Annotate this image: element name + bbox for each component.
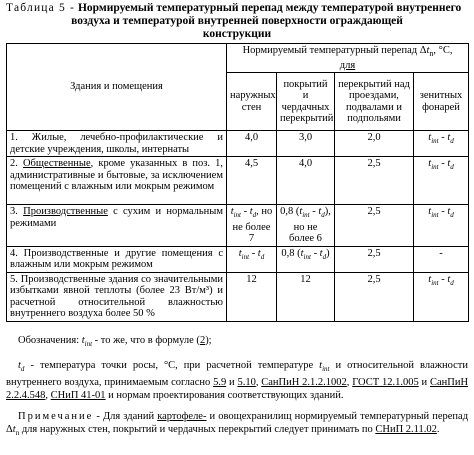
table-row xyxy=(7,157,469,205)
ref-link[interactable]: ГОСТ 12.1.005 xyxy=(352,377,419,389)
cell-walls: $t_{int} - t_d$ xyxy=(227,246,277,272)
caption-line2: воздуха и температурой внутренней поверхности ограждающей xyxy=(71,15,403,27)
notes-block xyxy=(6,334,468,440)
cell-skylights: $t_{int} - t_d$ xyxy=(414,157,469,205)
caption-line3: конструкции xyxy=(202,28,272,40)
cell-floors: 2,0 xyxy=(335,131,414,157)
formula-link[interactable]: 2 xyxy=(199,335,206,346)
cell-skylights: - xyxy=(414,246,469,272)
header-buildings: Здания и помещения xyxy=(7,44,227,131)
subheader-roofs: покрытий и чердачных перекрытий xyxy=(277,73,335,131)
td-note: $t_d$ - температура точки росы, °С, при расчетной температуре $t_{int}$ и относительной влажности внутреннего воздуха, принимаемым согласно 5.9 и 5.10, СанПиН 2.1.2.1002, ГОСТ 12.1.005 и СанПиН 2.2.4.548, СНиП 41-01 и нормам проектирования соответствующих зданий. xyxy=(6,360,469,402)
ref-link[interactable]: СНиП 41-01 xyxy=(50,390,106,402)
cell-roofs: 3,0 xyxy=(277,131,335,157)
row-desc: 3. Производственные с сухим и нормальным режимами xyxy=(7,205,227,247)
table-row xyxy=(7,131,469,157)
ref-link[interactable]: СНиП 2.11.02 xyxy=(375,424,437,436)
row-desc: 5. Производственные здания со значительными избытками явной теплоты (более 23 Вт/м³) и расчетной относительной влажностью внутреннего воздуха более 50 % xyxy=(7,272,227,321)
cell-skylights: $t_{int} - t_d$ xyxy=(414,131,469,157)
caption-label: Таблица 5 - xyxy=(6,2,76,14)
cell-floors: 2,5 xyxy=(335,246,414,272)
cell-roofs: 4,0 xyxy=(277,157,335,205)
ref-link[interactable]: СанПиН 2.2.4.548 xyxy=(6,377,469,402)
cell-roofs: 12 xyxy=(277,272,335,321)
ref-link[interactable]: СанПиН 2.1.2.1002 xyxy=(261,377,347,389)
norms-table xyxy=(6,43,469,322)
row-desc: 4. Производственные и другие помещения с влажным или мокрым режимом xyxy=(7,246,227,272)
table-row xyxy=(7,205,469,247)
subheader-skylights: зенитных фонарей xyxy=(414,73,469,131)
cell-roofs: 0,8 $(t_{int} - t_d)$ xyxy=(277,246,335,272)
designations-note: Обозначения: $t_{int}$ - то же, что в формуле (2); xyxy=(18,335,212,349)
link-public[interactable]: Общественные xyxy=(22,158,91,170)
link-industrial[interactable]: Производственные xyxy=(23,206,108,218)
row-desc: 2. Общественные, кроме указанных в поз. 1, административные и бытовые, за исключением помещений с влажным или мокрым режимом xyxy=(7,157,227,205)
cell-walls: 12 xyxy=(227,272,277,321)
cell-floors: 2,5 xyxy=(335,157,414,205)
caption-line1: Нормируемый температурный перепад между температурой внутреннего xyxy=(77,2,462,14)
cell-roofs: 0,8 $(t_{int} - t_d)$, но не более 6 xyxy=(277,205,335,247)
subheader-walls: наружных стен xyxy=(227,73,277,131)
cell-skylights: $t_{int} - t_d$ xyxy=(414,205,469,247)
table-caption xyxy=(6,2,468,41)
potato-link[interactable]: картофеле- xyxy=(157,411,207,423)
table-row xyxy=(7,246,469,272)
subheader-floors: перекрытий над проездами, подвалами и подпольями xyxy=(335,73,414,131)
cell-walls: 4,5 xyxy=(227,157,277,205)
ref-link[interactable]: 5.9 xyxy=(213,377,227,389)
cell-skylights: $t_{int} - t_d$ xyxy=(414,272,469,321)
cell-walls: $t_{int} - t_d$, но не более 7 xyxy=(227,205,277,247)
ref-link[interactable]: 5.10 xyxy=(237,377,256,389)
table-row xyxy=(7,272,469,321)
cell-walls: 4,0 xyxy=(227,131,277,157)
row-desc: 1. Жилые, лечебно-профилактические и детские учреждения, школы, интернаты xyxy=(7,131,227,157)
remark-note: Примечание - Для зданий картофеле- и овощехранилищ нормируемый температурный перепад $\Delta t_n$ для наружных стен, покрытий и чердачных перекрытий следует принимать по СНиП 2.11.02. xyxy=(6,411,469,438)
header-group: Нормируемый температурный перепад $\Delta t_n$, °С, для xyxy=(227,44,469,73)
cell-floors: 2,5 xyxy=(335,205,414,247)
cell-floors: 2,5 xyxy=(335,272,414,321)
